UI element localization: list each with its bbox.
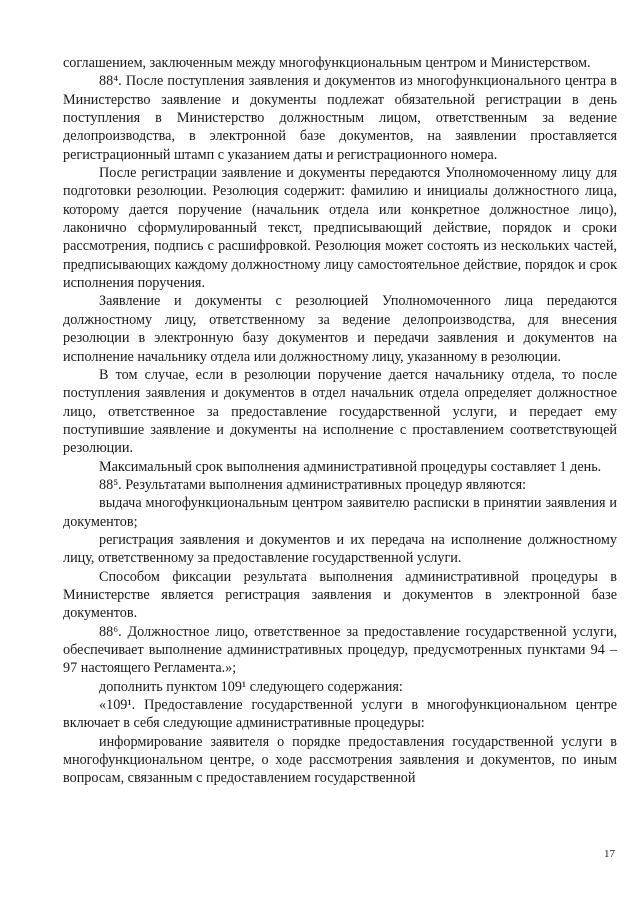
paragraph-9: регистрация заявления и документов и их передача на исполнение должностному лицу, ответственному за предоставление государственной услуги. — [63, 531, 617, 567]
paragraph-11: 88⁶. Должностное лицо, ответственное за предоставление государственной услуги, обеспечивает выполнение административных процедур, предусмотренных пунктами 94 – 97 настоящего Регламента.»; — [63, 623, 617, 677]
paragraph-7: 88⁵. Результатами выполнения административных процедур являются: — [99, 476, 527, 493]
paragraph-12: дополнить пунктом 109¹ следующего содержания: — [99, 678, 403, 695]
paragraph-10: Способом фиксации результата выполнения административной процедуры в Министерстве является регистрация заявления и документов в электронной базе документов. — [63, 568, 617, 622]
paragraph-14: информирование заявителя о порядке предоставления государственной услуги в многофункциональном центре, о ходе рассмотрения заявления и документов, по иным вопросам, связанным с предоставлением государственной — [63, 733, 617, 787]
paragraph-4: Заявление и документы с резолюцией Уполномоченного лица передаются должностному лицу, ответственному за ведение делопроизводства, для внесения резолюции в электронную базу документов и передачи заявления и документов на исполнение начальнику отдела или должностному лицу, указанному в резолюции. — [63, 293, 617, 365]
paragraph-6: Максимальный срок выполнения административной процедуры составляет 1 день. — [99, 458, 602, 475]
page-number: 17 — [604, 848, 615, 860]
document-body — [63, 54, 617, 788]
paragraph-3: После регистрации заявление и документы передаются Уполномоченному лицу для подготовки резолюции. Резолюция содержит: фамилию и инициалы должностного лица, которому дается поручение (начальник отдела или конкретное должностное лицо), лаконично сформулированный текст, предписывающий действие, порядок и сроки рассмотрения, подпись с расшифровкой. Резолюция может состоять из нескольких частей, предписывающих каждому должностному лицу самостоятельное действие, порядок и срок исполнения поручения. — [63, 165, 617, 292]
paragraph-8: выдача многофункциональным центром заявителю расписки в принятии заявления и документов; — [63, 495, 617, 530]
paragraph-13: «109¹. Предоставление государственной услуги в многофункциональном центре включает в себя следующие административные процедуры: — [63, 697, 617, 732]
paragraph-5: В том случае, если в резолюции поручение дается начальнику отдела, то после поступления заявления и документов в отдел начальник отдела определяет должностное лицо, ответственное за предоставление государственной услуги, и передает ему поступившие заявление и документы на исполнение с проставлением соответствующей резолюции. — [63, 366, 617, 457]
paragraph-1: соглашением, заключенным между многофункциональным центром и Министерством. — [63, 55, 591, 71]
paragraph-2: 88⁴. После поступления заявления и документов из многофункционального центра в Министерство заявление и документы подлежат обязательной регистрации в день поступления в Министерство должностным лицом, ответственным за ведение делопроизводства, в электронной базе документов, на заявлении проставляется регистрационный штамп с указанием даты и регистрационного номера. — [63, 73, 617, 163]
